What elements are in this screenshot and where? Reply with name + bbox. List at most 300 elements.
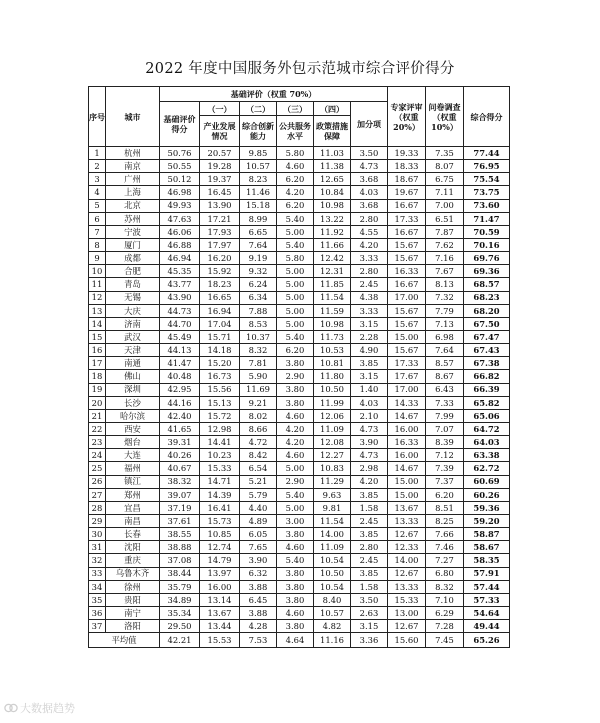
cell-survey: 8.39 bbox=[426, 436, 464, 449]
cell-basic: 46.98 bbox=[160, 186, 200, 199]
cell-survey: 7.32 bbox=[426, 291, 464, 304]
cell-expert: 14.33 bbox=[388, 396, 426, 409]
cell-s2: 4.40 bbox=[240, 501, 277, 514]
cell-survey: 7.37 bbox=[426, 475, 464, 488]
table-row bbox=[89, 160, 510, 173]
table-row bbox=[89, 501, 510, 514]
cell-total: 57.44 bbox=[464, 580, 510, 593]
cell-no: 6 bbox=[89, 212, 106, 225]
cell-basic: 46.94 bbox=[160, 252, 200, 265]
cell-s2: 6.05 bbox=[240, 528, 277, 541]
cell-bonus: 3.15 bbox=[351, 317, 388, 330]
cell-no: 11 bbox=[89, 278, 106, 291]
cell-s4: 10.98 bbox=[314, 317, 351, 330]
cell-s3: 6.20 bbox=[277, 344, 314, 357]
cell-survey: 7.11 bbox=[426, 186, 464, 199]
cell-s2: 6.45 bbox=[240, 593, 277, 606]
cell-s3: 3.80 bbox=[277, 580, 314, 593]
cell-s2: 7.64 bbox=[240, 238, 277, 251]
cell-bonus: 4.03 bbox=[351, 396, 388, 409]
cell-no: 19 bbox=[89, 383, 106, 396]
cell-bonus: 4.73 bbox=[351, 160, 388, 173]
cell-total: 73.60 bbox=[464, 199, 510, 212]
cell-no: 9 bbox=[89, 252, 106, 265]
cell-s2: 8.32 bbox=[240, 344, 277, 357]
header-basic-score: 基础评价得分 bbox=[160, 102, 200, 147]
cell-total: 65.06 bbox=[464, 409, 510, 422]
cell-survey: 8.25 bbox=[426, 514, 464, 527]
cell-bonus: 3.33 bbox=[351, 304, 388, 317]
cell-s4: 10.84 bbox=[314, 186, 351, 199]
cell-bonus: 4.03 bbox=[351, 186, 388, 199]
cell-s4: 11.09 bbox=[314, 541, 351, 554]
header-sub2: 综合创新能力 bbox=[240, 116, 277, 147]
cell-s4: 10.53 bbox=[314, 344, 351, 357]
cell-bonus: 4.20 bbox=[351, 475, 388, 488]
cell-basic: 44.70 bbox=[160, 317, 200, 330]
cell-s4: 10.81 bbox=[314, 357, 351, 370]
cell-no: 2 bbox=[89, 160, 106, 173]
cell-s1: 13.90 bbox=[200, 199, 240, 212]
cell-s4: 11.80 bbox=[314, 370, 351, 383]
cell-basic: 45.35 bbox=[160, 265, 200, 278]
cell-s4: 11.99 bbox=[314, 396, 351, 409]
cell-s2: 10.37 bbox=[240, 330, 277, 343]
cell-s2: 6.32 bbox=[240, 567, 277, 580]
cell-s1: 16.94 bbox=[200, 304, 240, 317]
cell-s2: 6.65 bbox=[240, 225, 277, 238]
cell-survey: 6.29 bbox=[426, 606, 464, 619]
cell-s3: 2.90 bbox=[277, 475, 314, 488]
cell-s2: 3.90 bbox=[240, 554, 277, 567]
cell-total: 67.50 bbox=[464, 317, 510, 330]
cell-city: 南宁 bbox=[106, 606, 160, 619]
cell-s1: 14.79 bbox=[200, 554, 240, 567]
cell-city: 上海 bbox=[106, 186, 160, 199]
cell-s4: 13.22 bbox=[314, 212, 351, 225]
cell-no: 31 bbox=[89, 541, 106, 554]
cell-s4: 11.09 bbox=[314, 422, 351, 435]
cell-total: 59.36 bbox=[464, 501, 510, 514]
table-row bbox=[89, 278, 510, 291]
cell-s3: 3.80 bbox=[277, 396, 314, 409]
cell-basic: 41.47 bbox=[160, 357, 200, 370]
cell-basic: 35.79 bbox=[160, 580, 200, 593]
cell-s1: 16.00 bbox=[200, 580, 240, 593]
cell-bonus: 3.15 bbox=[351, 370, 388, 383]
cell-bonus: 2.80 bbox=[351, 212, 388, 225]
cell-survey: 7.07 bbox=[426, 422, 464, 435]
cell-bonus: 2.80 bbox=[351, 265, 388, 278]
cell-expert: 19.67 bbox=[388, 186, 426, 199]
cell-basic: 40.26 bbox=[160, 449, 200, 462]
header-sub3: 公共服务水平 bbox=[277, 116, 314, 147]
cell-bonus: 3.85 bbox=[351, 528, 388, 541]
cell-bonus: 3.90 bbox=[351, 436, 388, 449]
table-row bbox=[89, 238, 510, 251]
cell-city: 青岛 bbox=[106, 278, 160, 291]
header-sub1: 产业发展情况 bbox=[200, 116, 240, 147]
cell-bonus: 4.73 bbox=[351, 449, 388, 462]
cell-no: 17 bbox=[89, 357, 106, 370]
cell-s3: 5.40 bbox=[277, 554, 314, 567]
cell-survey: 7.35 bbox=[426, 147, 464, 160]
watermark-text: 大数据趋势 bbox=[20, 702, 75, 715]
cell-expert: 16.67 bbox=[388, 199, 426, 212]
cell-s2: 7.88 bbox=[240, 304, 277, 317]
cell-s4: 12.42 bbox=[314, 252, 351, 265]
cell-s2: 6.24 bbox=[240, 278, 277, 291]
cell-survey: 7.62 bbox=[426, 238, 464, 251]
cell-s1: 17.04 bbox=[200, 317, 240, 330]
cell-s1: 15.72 bbox=[200, 409, 240, 422]
table-row bbox=[89, 436, 510, 449]
cell-city: 深圳 bbox=[106, 383, 160, 396]
page-title: 2022 年度中国服务外包示范城市综合评价得分 bbox=[145, 61, 455, 77]
cell-s3: 4.60 bbox=[277, 409, 314, 422]
cell-s4: 4.82 bbox=[314, 620, 351, 633]
cell-total: 73.75 bbox=[464, 186, 510, 199]
table-row bbox=[89, 580, 510, 593]
table-row bbox=[89, 396, 510, 409]
cell-s3: 4.20 bbox=[277, 436, 314, 449]
table-row bbox=[89, 514, 510, 527]
cell-expert: 19.33 bbox=[388, 147, 426, 160]
cell-basic: 44.16 bbox=[160, 396, 200, 409]
cell-bonus: 4.90 bbox=[351, 344, 388, 357]
cell-s3: 5.00 bbox=[277, 278, 314, 291]
cell-basic: 42.95 bbox=[160, 383, 200, 396]
cell-survey: 7.13 bbox=[426, 317, 464, 330]
cell-s1: 16.41 bbox=[200, 501, 240, 514]
cell-survey: 7.10 bbox=[426, 593, 464, 606]
cell-s1: 15.92 bbox=[200, 265, 240, 278]
cell-survey: 7.64 bbox=[426, 344, 464, 357]
cell-s3: 4.60 bbox=[277, 449, 314, 462]
table-row bbox=[89, 422, 510, 435]
cell-survey: 6.80 bbox=[426, 567, 464, 580]
cell-s1: 17.93 bbox=[200, 225, 240, 238]
cell-expert: 16.00 bbox=[388, 422, 426, 435]
cell-survey: 8.13 bbox=[426, 278, 464, 291]
cell-basic: 40.48 bbox=[160, 370, 200, 383]
cell-expert: 17.33 bbox=[388, 357, 426, 370]
cell-total: 49.44 bbox=[464, 620, 510, 633]
cell-bonus: 3.50 bbox=[351, 147, 388, 160]
cell-expert: 15.00 bbox=[388, 330, 426, 343]
cell-s2: 8.53 bbox=[240, 317, 277, 330]
cell-expert: 13.33 bbox=[388, 580, 426, 593]
cell-survey: 7.12 bbox=[426, 449, 464, 462]
table-row bbox=[89, 554, 510, 567]
cell-basic: 50.76 bbox=[160, 147, 200, 160]
cell-bonus: 3.85 bbox=[351, 488, 388, 501]
cell-basic: 50.12 bbox=[160, 173, 200, 186]
cell-s1: 20.57 bbox=[200, 147, 240, 160]
cell-basic: 46.06 bbox=[160, 225, 200, 238]
cell-city: 济南 bbox=[106, 317, 160, 330]
cell-no: 22 bbox=[89, 422, 106, 435]
table-body bbox=[89, 147, 510, 633]
cell-basic: 38.55 bbox=[160, 528, 200, 541]
table-row bbox=[89, 291, 510, 304]
cell-s1: 13.44 bbox=[200, 620, 240, 633]
cell-s4: 11.85 bbox=[314, 278, 351, 291]
cell-s1: 16.45 bbox=[200, 186, 240, 199]
table-row bbox=[89, 475, 510, 488]
cell-s2: 4.89 bbox=[240, 514, 277, 527]
cell-city: 北京 bbox=[106, 199, 160, 212]
cell-survey: 7.27 bbox=[426, 554, 464, 567]
cell-s4: 10.98 bbox=[314, 199, 351, 212]
cell-bonus: 1.58 bbox=[351, 501, 388, 514]
cell-s3: 5.00 bbox=[277, 265, 314, 278]
cell-no: 37 bbox=[89, 620, 106, 633]
cell-s1: 16.20 bbox=[200, 252, 240, 265]
cell-no: 15 bbox=[89, 330, 106, 343]
cell-survey: 7.87 bbox=[426, 225, 464, 238]
cell-city: 南京 bbox=[106, 160, 160, 173]
cell-no: 7 bbox=[89, 225, 106, 238]
header-survey: 问卷调查（权重 10%） bbox=[426, 87, 464, 147]
cell-s4: 11.73 bbox=[314, 330, 351, 343]
header-sub2-num: （二） bbox=[240, 102, 277, 116]
average-s4: 11.16 bbox=[314, 633, 351, 648]
cell-basic: 39.07 bbox=[160, 488, 200, 501]
cell-s3: 5.40 bbox=[277, 488, 314, 501]
cell-no: 18 bbox=[89, 370, 106, 383]
cell-city: 徐州 bbox=[106, 580, 160, 593]
cell-basic: 38.32 bbox=[160, 475, 200, 488]
cell-total: 68.23 bbox=[464, 291, 510, 304]
cell-s3: 3.00 bbox=[277, 514, 314, 527]
cell-survey: 7.33 bbox=[426, 396, 464, 409]
cell-s1: 15.20 bbox=[200, 357, 240, 370]
cell-s1: 10.23 bbox=[200, 449, 240, 462]
cell-expert: 14.67 bbox=[388, 462, 426, 475]
cell-s1: 13.14 bbox=[200, 593, 240, 606]
cell-s2: 5.79 bbox=[240, 488, 277, 501]
cell-expert: 16.00 bbox=[388, 449, 426, 462]
cell-basic: 37.19 bbox=[160, 501, 200, 514]
cell-survey: 7.28 bbox=[426, 620, 464, 633]
cell-total: 63.38 bbox=[464, 449, 510, 462]
table-row bbox=[89, 317, 510, 330]
cell-total: 77.44 bbox=[464, 147, 510, 160]
cell-expert: 12.67 bbox=[388, 620, 426, 633]
average-expert: 15.60 bbox=[388, 633, 426, 648]
cell-s2: 11.69 bbox=[240, 383, 277, 396]
cell-city: 厦门 bbox=[106, 238, 160, 251]
header-sub3-num: （三） bbox=[277, 102, 314, 116]
cell-no: 3 bbox=[89, 173, 106, 186]
cell-city: 重庆 bbox=[106, 554, 160, 567]
cell-s3: 5.00 bbox=[277, 225, 314, 238]
cell-city: 长春 bbox=[106, 528, 160, 541]
cell-s4: 12.06 bbox=[314, 409, 351, 422]
cell-basic: 44.13 bbox=[160, 344, 200, 357]
cell-s3: 4.60 bbox=[277, 606, 314, 619]
cell-s1: 18.23 bbox=[200, 278, 240, 291]
cell-no: 13 bbox=[89, 304, 106, 317]
cell-s4: 10.57 bbox=[314, 606, 351, 619]
average-bonus: 3.36 bbox=[351, 633, 388, 648]
cell-s4: 10.50 bbox=[314, 383, 351, 396]
cell-s4: 11.54 bbox=[314, 291, 351, 304]
cell-basic: 35.34 bbox=[160, 606, 200, 619]
cell-city: 哈尔滨 bbox=[106, 409, 160, 422]
cell-s4: 12.31 bbox=[314, 265, 351, 278]
cell-bonus: 2.80 bbox=[351, 541, 388, 554]
cell-basic: 41.65 bbox=[160, 422, 200, 435]
cell-basic: 43.90 bbox=[160, 291, 200, 304]
cell-expert: 15.00 bbox=[388, 488, 426, 501]
cell-city: 烟台 bbox=[106, 436, 160, 449]
average-basic: 42.21 bbox=[160, 633, 200, 648]
cell-expert: 15.67 bbox=[388, 344, 426, 357]
cell-bonus: 4.38 bbox=[351, 291, 388, 304]
cell-bonus: 3.85 bbox=[351, 567, 388, 580]
cell-city: 福州 bbox=[106, 462, 160, 475]
cell-expert: 17.67 bbox=[388, 370, 426, 383]
cell-s1: 15.56 bbox=[200, 383, 240, 396]
cell-s4: 11.29 bbox=[314, 475, 351, 488]
table-row bbox=[89, 265, 510, 278]
cell-bonus: 1.58 bbox=[351, 580, 388, 593]
cell-city: 成都 bbox=[106, 252, 160, 265]
table-row bbox=[89, 252, 510, 265]
cell-city: 西安 bbox=[106, 422, 160, 435]
cell-s1: 12.74 bbox=[200, 541, 240, 554]
cell-basic: 39.31 bbox=[160, 436, 200, 449]
cell-total: 64.72 bbox=[464, 422, 510, 435]
cell-s2: 9.32 bbox=[240, 265, 277, 278]
cell-expert: 14.00 bbox=[388, 554, 426, 567]
cell-s2: 7.81 bbox=[240, 357, 277, 370]
cell-s3: 5.80 bbox=[277, 147, 314, 160]
cell-city: 长沙 bbox=[106, 396, 160, 409]
cell-no: 36 bbox=[89, 606, 106, 619]
cell-no: 35 bbox=[89, 593, 106, 606]
cell-city: 合肥 bbox=[106, 265, 160, 278]
cell-bonus: 4.55 bbox=[351, 225, 388, 238]
cell-s3: 5.00 bbox=[277, 317, 314, 330]
cell-s2: 4.72 bbox=[240, 436, 277, 449]
cell-survey: 6.51 bbox=[426, 212, 464, 225]
table-row bbox=[89, 606, 510, 619]
cell-s2: 8.99 bbox=[240, 212, 277, 225]
cell-s2: 10.57 bbox=[240, 160, 277, 173]
cell-total: 57.33 bbox=[464, 593, 510, 606]
cell-s4: 12.65 bbox=[314, 173, 351, 186]
cell-s2: 15.18 bbox=[240, 199, 277, 212]
cell-city: 沈阳 bbox=[106, 541, 160, 554]
cell-bonus: 3.33 bbox=[351, 252, 388, 265]
cell-no: 33 bbox=[89, 567, 106, 580]
cell-survey: 7.79 bbox=[426, 304, 464, 317]
table-row bbox=[89, 541, 510, 554]
cell-city: 苏州 bbox=[106, 212, 160, 225]
cell-s3: 6.20 bbox=[277, 199, 314, 212]
cell-s1: 19.37 bbox=[200, 173, 240, 186]
cell-s2: 8.66 bbox=[240, 422, 277, 435]
header-basic: 基础评价（权重 70%） bbox=[160, 87, 388, 102]
header-bonus: 加分项 bbox=[351, 102, 388, 147]
cell-s2: 11.46 bbox=[240, 186, 277, 199]
cell-s1: 17.21 bbox=[200, 212, 240, 225]
cell-s2: 6.54 bbox=[240, 462, 277, 475]
cell-survey: 7.39 bbox=[426, 462, 464, 475]
cell-basic: 38.88 bbox=[160, 541, 200, 554]
cell-s4: 11.38 bbox=[314, 160, 351, 173]
cell-bonus: 2.45 bbox=[351, 278, 388, 291]
cell-s3: 5.40 bbox=[277, 212, 314, 225]
table-row bbox=[89, 199, 510, 212]
cell-total: 67.47 bbox=[464, 330, 510, 343]
cell-total: 66.39 bbox=[464, 383, 510, 396]
cell-expert: 13.00 bbox=[388, 606, 426, 619]
cell-no: 32 bbox=[89, 554, 106, 567]
cell-expert: 15.67 bbox=[388, 317, 426, 330]
table-row bbox=[89, 212, 510, 225]
cell-expert: 12.67 bbox=[388, 528, 426, 541]
cell-s2: 8.23 bbox=[240, 173, 277, 186]
cell-survey: 6.20 bbox=[426, 488, 464, 501]
cell-basic: 43.77 bbox=[160, 278, 200, 291]
cell-total: 57.91 bbox=[464, 567, 510, 580]
cell-no: 26 bbox=[89, 475, 106, 488]
cell-s3: 3.80 bbox=[277, 357, 314, 370]
table-row bbox=[89, 409, 510, 422]
cell-s2: 9.21 bbox=[240, 396, 277, 409]
cell-total: 66.82 bbox=[464, 370, 510, 383]
cell-expert: 12.67 bbox=[388, 567, 426, 580]
cell-basic: 37.61 bbox=[160, 514, 200, 527]
cell-total: 71.47 bbox=[464, 212, 510, 225]
average-survey: 7.45 bbox=[426, 633, 464, 648]
cell-expert: 16.33 bbox=[388, 436, 426, 449]
cell-survey: 8.51 bbox=[426, 501, 464, 514]
cell-s1: 15.73 bbox=[200, 514, 240, 527]
cell-s2: 4.28 bbox=[240, 620, 277, 633]
table-row bbox=[89, 304, 510, 317]
cell-no: 24 bbox=[89, 449, 106, 462]
cell-total: 67.38 bbox=[464, 357, 510, 370]
cell-s3: 5.40 bbox=[277, 238, 314, 251]
cell-s1: 19.28 bbox=[200, 160, 240, 173]
cell-bonus: 1.40 bbox=[351, 383, 388, 396]
cell-survey: 7.00 bbox=[426, 199, 464, 212]
cell-s4: 11.54 bbox=[314, 514, 351, 527]
cell-no: 1 bbox=[89, 147, 106, 160]
average-label: 平均值 bbox=[89, 633, 160, 648]
average-s3: 4.64 bbox=[277, 633, 314, 648]
cell-s2: 9.19 bbox=[240, 252, 277, 265]
cell-s2: 5.21 bbox=[240, 475, 277, 488]
cell-bonus: 2.28 bbox=[351, 330, 388, 343]
cell-city: 大庆 bbox=[106, 304, 160, 317]
header-seq: 序号 bbox=[89, 87, 106, 147]
cell-no: 5 bbox=[89, 199, 106, 212]
cell-survey: 8.32 bbox=[426, 580, 464, 593]
cell-basic: 44.73 bbox=[160, 304, 200, 317]
cell-city: 广州 bbox=[106, 173, 160, 186]
cell-s3: 3.80 bbox=[277, 383, 314, 396]
cell-no: 30 bbox=[89, 528, 106, 541]
cell-s4: 11.92 bbox=[314, 225, 351, 238]
cell-expert: 18.67 bbox=[388, 173, 426, 186]
cell-s2: 3.88 bbox=[240, 580, 277, 593]
